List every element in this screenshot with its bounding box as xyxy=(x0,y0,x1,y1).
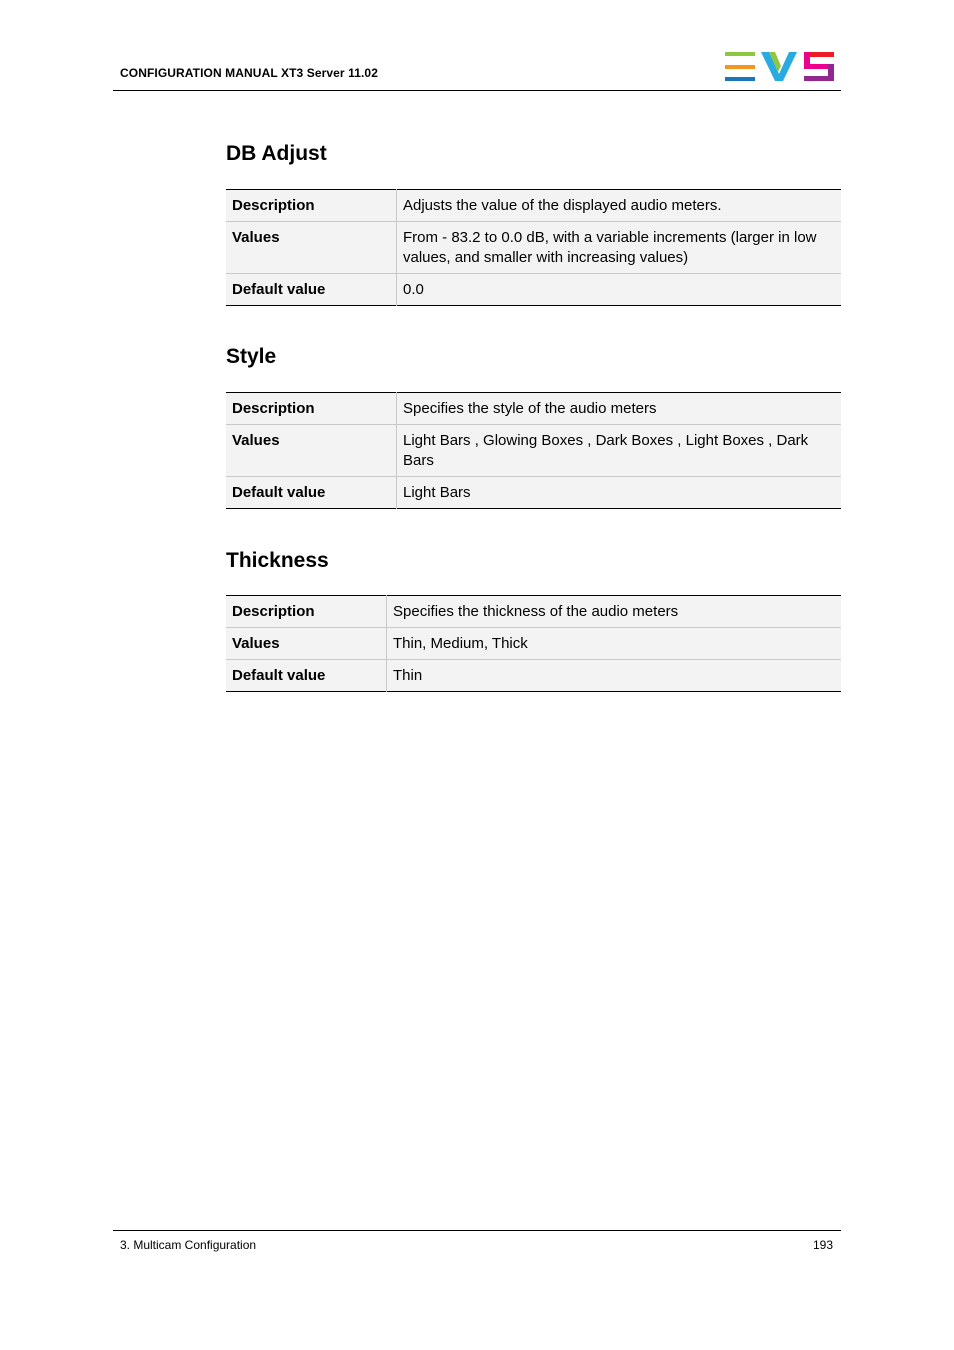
row-label: Values xyxy=(226,628,387,660)
table-row xyxy=(226,393,841,425)
row-label: Values xyxy=(226,222,397,274)
table-row xyxy=(226,477,841,509)
row-value: Specifies the style of the audio meters xyxy=(397,393,842,425)
thickness-table xyxy=(226,595,841,692)
row-value: Thin xyxy=(387,660,842,692)
row-label: Default value xyxy=(226,477,397,509)
section-title-db-adjust: DB Adjust xyxy=(226,142,327,165)
row-label: Values xyxy=(226,425,397,477)
section-title-thickness: Thickness xyxy=(226,549,329,572)
page-number: 193 xyxy=(812,1238,833,1252)
table-row xyxy=(226,190,841,222)
row-value: From - 83.2 to 0.0 dB, with a variable increments (larger in low values, and smaller with increasing values) xyxy=(397,222,842,274)
row-label: Description xyxy=(226,190,397,222)
evs-logo-icon xyxy=(725,52,835,82)
table-row xyxy=(226,425,841,477)
row-value: Adjusts the value of the displayed audio meters. xyxy=(397,190,842,222)
footer-chapter: 3. Multicam Configuration xyxy=(120,1238,257,1252)
header-title: CONFIGURATION MANUAL XT3 Server 11.02 xyxy=(120,66,378,80)
row-value: 0.0 xyxy=(397,274,842,306)
table-row xyxy=(226,596,841,628)
row-label: Description xyxy=(226,393,397,425)
row-value: Thin, Medium, Thick xyxy=(387,628,842,660)
row-value: Light Bars , Glowing Boxes , Dark Boxes , Light Boxes , Dark Bars xyxy=(397,425,842,477)
table-row xyxy=(226,222,841,274)
row-label: Default value xyxy=(226,274,397,306)
style-table xyxy=(226,392,841,509)
table-row xyxy=(226,628,841,660)
db-adjust-table xyxy=(226,189,841,306)
header-divider xyxy=(113,90,841,91)
table-row xyxy=(226,660,841,692)
row-value: Specifies the thickness of the audio meters xyxy=(387,596,842,628)
row-value: Light Bars xyxy=(397,477,842,509)
row-label: Description xyxy=(226,596,387,628)
footer-divider xyxy=(113,1230,841,1231)
row-label: Default value xyxy=(226,660,387,692)
table-row xyxy=(226,274,841,306)
section-title-style: Style xyxy=(226,345,277,368)
